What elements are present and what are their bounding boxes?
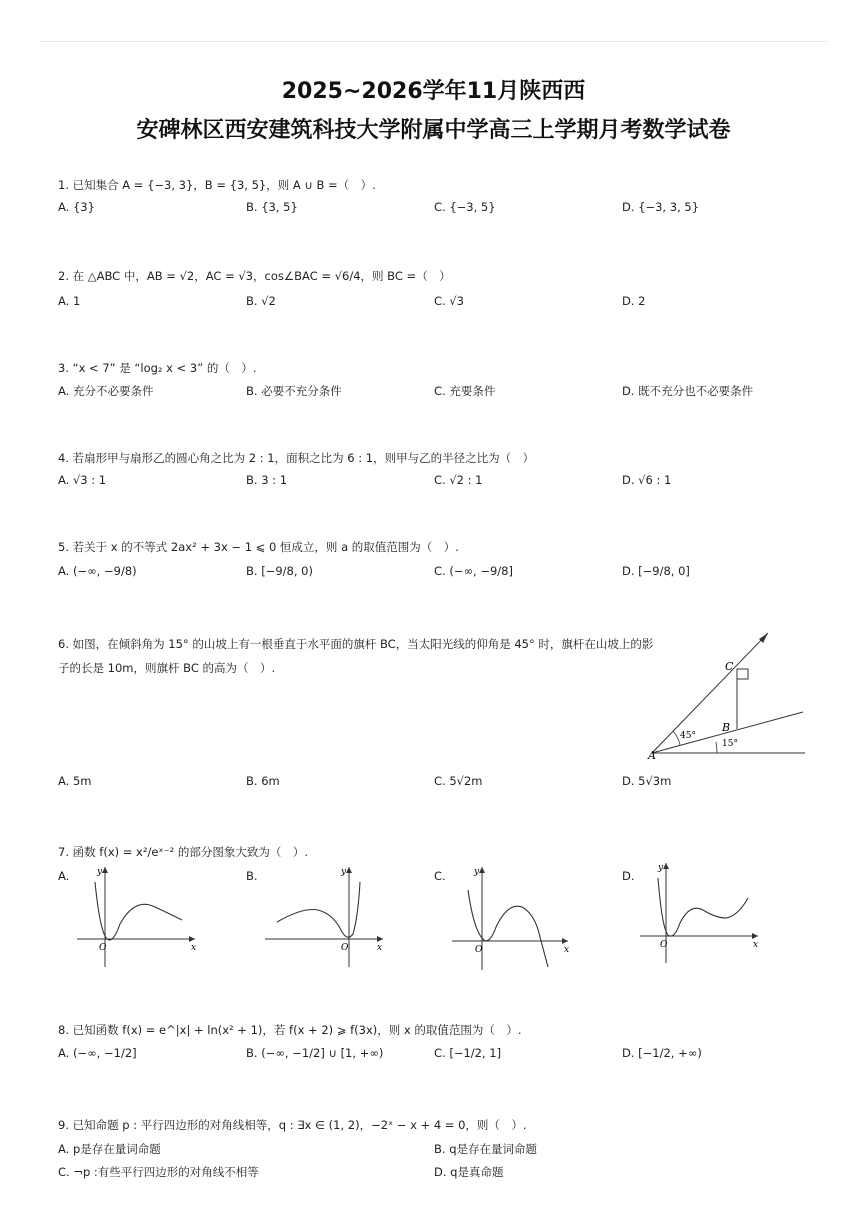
graph-c-x-label: x	[564, 945, 570, 955]
question-6-option-b[interactable]: B. 6m	[246, 774, 280, 788]
question-3-stem: 3. “x < 7” 是 “log₂ x < 3” 的（ ）.	[58, 361, 257, 375]
question-6-option-a[interactable]: A. 5m	[58, 774, 92, 788]
point-b-label: B	[722, 721, 731, 734]
question-1-option-b[interactable]: B. {3, 5}	[246, 200, 298, 214]
question-2-option-a[interactable]: A. 1	[58, 294, 81, 308]
question-7-option-d[interactable]: D.	[622, 869, 635, 883]
graph-option-d[interactable]	[638, 858, 763, 968]
point-c-label: C	[725, 660, 734, 673]
question-1-option-d[interactable]: D. {−3, 3, 5}	[622, 200, 700, 214]
graph-b-x-label: x	[377, 943, 383, 953]
question-5-option-b[interactable]: B. [−9/8, 0)	[246, 564, 313, 578]
question-9-option-c[interactable]: C. ¬p :有些平行四边形的对角线不相等	[58, 1165, 259, 1179]
graph-option-b[interactable]	[263, 862, 388, 972]
graph-c-y-label: y	[474, 867, 480, 877]
exam-title-line2: 安碑林区西安建筑科技大学附属中学高三上学期月考数学试卷	[136, 118, 731, 143]
top-divider	[40, 41, 827, 42]
question-6-stem-line1: 6. 如图，在倾斜角为 15° 的山坡上有一根垂直于水平面的旗杆 BC，当太阳光线的仰角是 45° 时，旗杆在山坡上的影	[58, 637, 654, 651]
question-7-option-c[interactable]: C.	[434, 869, 446, 883]
question-5-stem: 5. 若关于 x 的不等式 2ax² + 3x − 1 ⩽ 0 恒成立，则 a 的取值范围为（ ）.	[58, 540, 459, 554]
question-1-option-a[interactable]: A. {3}	[58, 200, 95, 214]
graph-a-origin-label: O	[99, 943, 107, 953]
question-7-stem: 7. 函数 f(x) = x²/eˣ⁻² 的部分图象大致为（ ）.	[58, 845, 309, 859]
question-2-option-c[interactable]: C. √3	[434, 294, 464, 308]
flagpole-slope-figure	[640, 625, 810, 765]
question-9-option-a[interactable]: A. p是存在量词命题	[58, 1142, 161, 1156]
question-6-stem-line2: 子的长是 10m，则旗杆 BC 的高为（ ）.	[58, 661, 276, 675]
graph-b-y-label: y	[341, 867, 347, 877]
question-4-stem: 4. 若扇形甲与扇形乙的圆心角之比为 2 : 1，面积之比为 6 : 1，则甲与乙的半径之比为（ ）	[58, 451, 535, 465]
question-4-option-a[interactable]: A. √3 : 1	[58, 473, 107, 487]
graph-c-origin-label: O	[475, 945, 483, 955]
question-8-stem: 8. 已知函数 f(x) = e^|x| + ln(x² + 1)，若 f(x + 2) ⩾ f(3x)，则 x 的取值范围为（ ）.	[58, 1023, 522, 1037]
question-5-option-d[interactable]: D. [−9/8, 0]	[622, 564, 690, 578]
question-4-option-d[interactable]: D. √6 : 1	[622, 473, 672, 487]
question-6-option-c[interactable]: C. 5√2m	[434, 774, 483, 788]
question-7-option-a[interactable]: A.	[58, 869, 70, 883]
question-5-option-c[interactable]: C. (−∞, −9/8]	[434, 564, 513, 578]
question-2-option-b[interactable]: B. √2	[246, 294, 276, 308]
question-3-option-d[interactable]: D. 既不充分也不必要条件	[622, 384, 754, 398]
angle-15-label: 15°	[722, 739, 738, 749]
question-8-option-b[interactable]: B. (−∞, −1/2] ∪ [1, +∞)	[246, 1046, 384, 1060]
graph-d-y-label: y	[658, 863, 664, 873]
question-1-stem: 1. 已知集合 A = {−3, 3}，B = {3, 5}，则 A ∪ B =（ ）.	[58, 178, 376, 192]
graph-option-a[interactable]	[75, 862, 200, 972]
graph-a-x-label: x	[191, 943, 197, 953]
question-6-option-d[interactable]: D. 5√3m	[622, 774, 672, 788]
graph-b-origin-label: O	[341, 943, 349, 953]
question-9-stem: 9. 已知命题 p : 平行四边形的对角线相等，q : ∃x ∈ (1, 2)，−2ˣ − x + 4 = 0，则（ ）.	[58, 1118, 527, 1132]
question-9-option-b[interactable]: B. q是存在量词命题	[434, 1142, 537, 1156]
question-7-option-b[interactable]: B.	[246, 869, 258, 883]
point-a-label: A	[648, 749, 656, 762]
question-9-option-d[interactable]: D. q是真命题	[434, 1165, 504, 1179]
question-5-option-a[interactable]: A. (−∞, −9/8)	[58, 564, 137, 578]
question-2-stem: 2. 在 △ABC 中，AB = √2，AC = √3，cos∠BAC = √6/4，则 BC =（ ）	[58, 269, 451, 283]
graph-a-y-label: y	[97, 867, 103, 877]
angle-45-label: 45°	[680, 731, 696, 741]
graph-d-origin-label: O	[660, 940, 668, 950]
question-8-option-d[interactable]: D. [−1/2, +∞)	[622, 1046, 702, 1060]
question-3-option-b[interactable]: B. 必要不充分条件	[246, 384, 342, 398]
question-8-option-a[interactable]: A. (−∞, −1/2]	[58, 1046, 137, 1060]
question-4-option-b[interactable]: B. 3 : 1	[246, 473, 288, 487]
question-1-option-c[interactable]: C. {−3, 5}	[434, 200, 496, 214]
question-2-option-d[interactable]: D. 2	[622, 294, 646, 308]
question-3-option-c[interactable]: C. 充要条件	[434, 384, 496, 398]
question-3-option-a[interactable]: A. 充分不必要条件	[58, 384, 154, 398]
graph-d-x-label: x	[753, 940, 759, 950]
exam-title-line1: 2025~2026学年11月陕西西	[281, 79, 586, 104]
graph-option-c[interactable]	[450, 862, 575, 972]
question-4-option-c[interactable]: C. √2 : 1	[434, 473, 483, 487]
question-8-option-c[interactable]: C. [−1/2, 1]	[434, 1046, 502, 1060]
